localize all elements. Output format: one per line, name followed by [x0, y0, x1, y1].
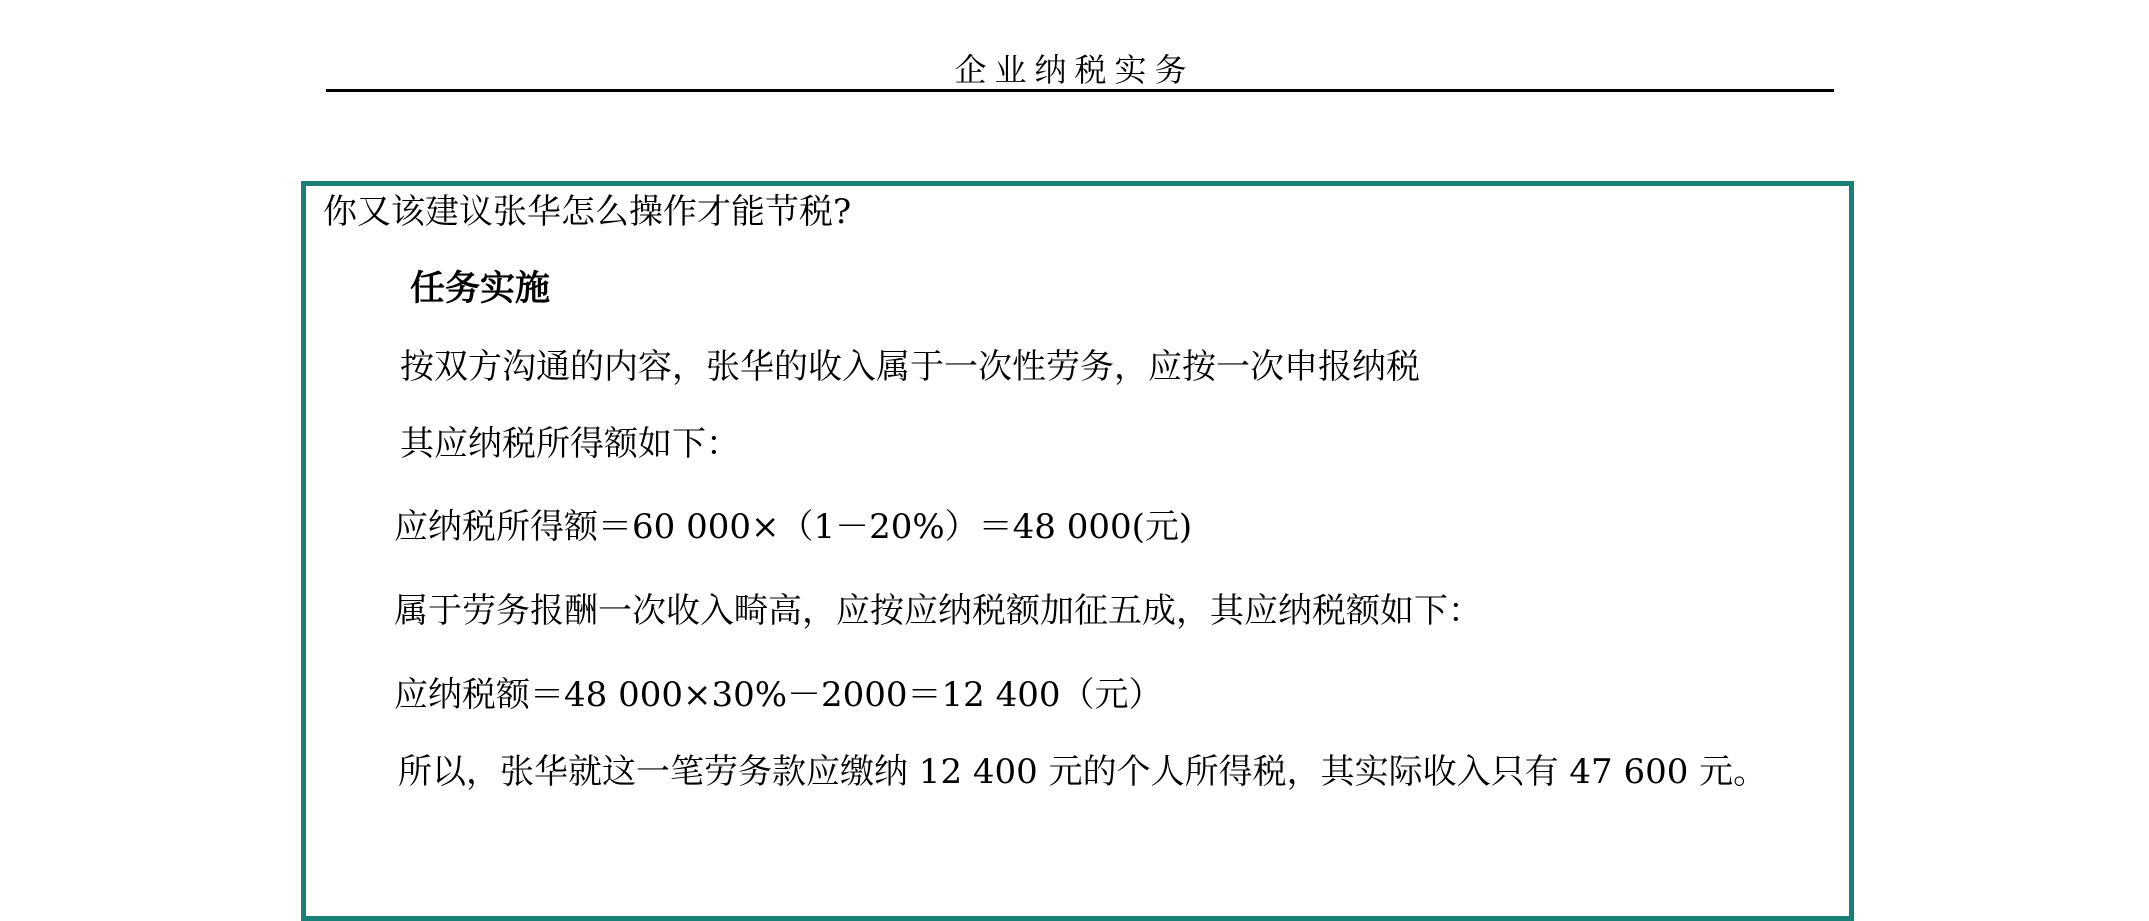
header-divider	[326, 89, 1834, 92]
section-heading: 任务实施	[410, 269, 551, 309]
paragraph-2: 其应纳税所得额如下：	[400, 424, 740, 464]
formula-taxable-income: 应纳税所得额＝60 000×（1－20%）＝48 000(元)	[394, 507, 1193, 547]
page-header-title: 企业纳税实务	[954, 51, 1195, 89]
formula-tax-amount: 应纳税额＝48 000×30%－2000＝12 400（元）	[394, 675, 1163, 715]
paragraph-surcharge: 属于劳务报酬一次收入畸高，应按应纳税额加征五成，其应纳税额如下：	[394, 591, 1482, 631]
question-text: 你又该建议张华怎么操作才能节税?	[323, 192, 852, 232]
paragraph-conclusion: 所以，张华就这一笔劳务款应缴纳 12 400 元的个人所得税，其实际收入只有 47 600 元。	[398, 752, 1768, 792]
paragraph-1: 按双方沟通的内容，张华的收入属于一次性劳务，应按一次申报纳税	[400, 347, 1420, 387]
